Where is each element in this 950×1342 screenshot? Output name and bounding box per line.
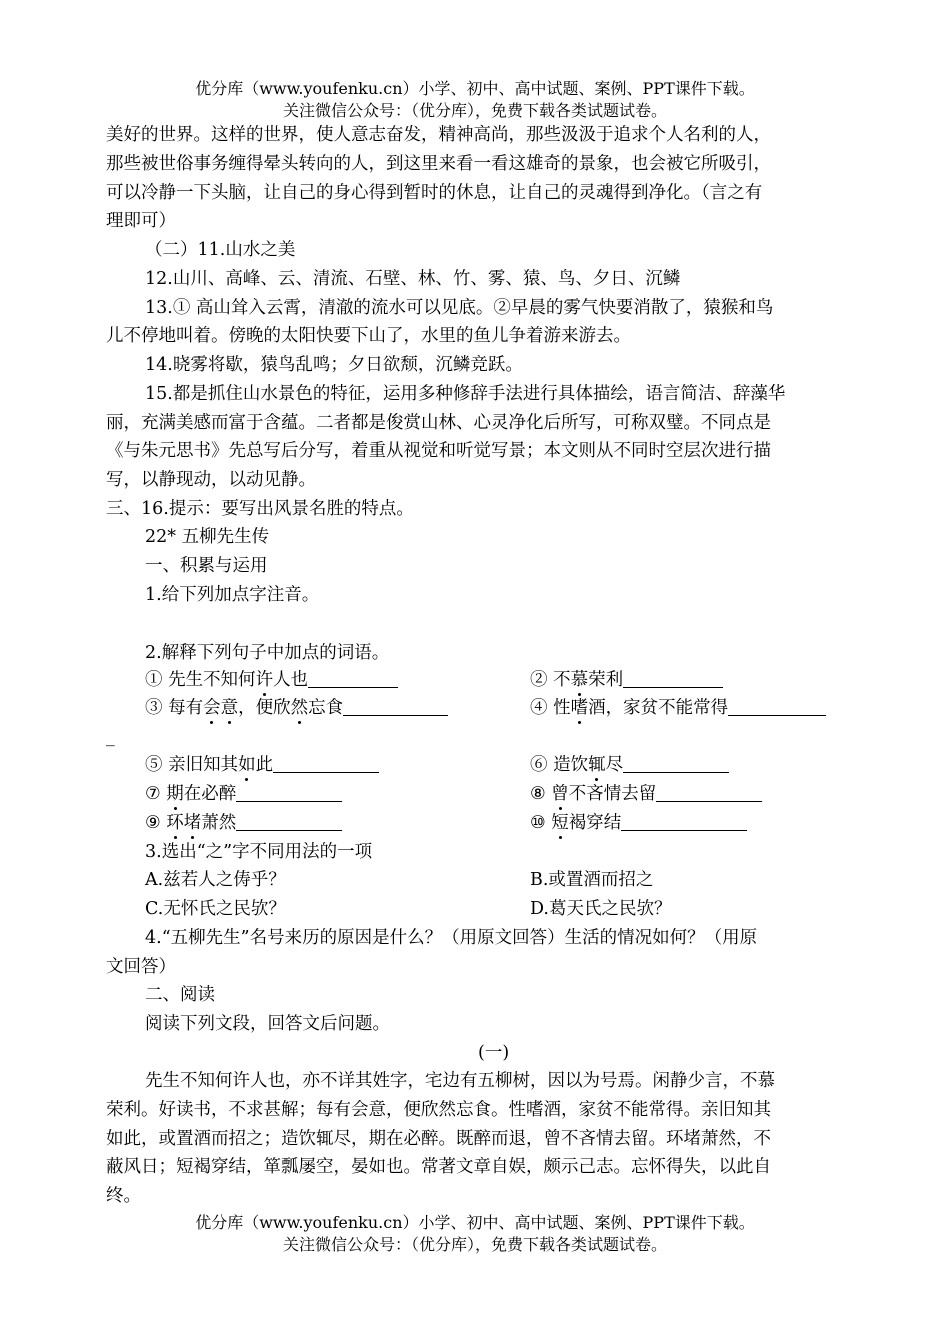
answer-blank[interactable] xyxy=(623,669,723,688)
header-line-2: 关注微信公众号：（优分库），免费下载各类试题试卷。 xyxy=(282,101,667,120)
passage-line-5: 终。 xyxy=(106,1186,141,1206)
dotted-char: 慕 xyxy=(571,667,589,693)
vocab-item-1 xyxy=(145,667,398,693)
intro-line-1: 美好的世界。这样的世界，使人意志奋发，精神高尚，那些汲汲于追求个人名利的人， xyxy=(106,125,771,145)
option-c[interactable]: C.无怀氏之民欤？ xyxy=(145,899,286,919)
item-text: ⑤ 亲旧知其 xyxy=(145,755,239,775)
answer-11: （二）11.山水之美 xyxy=(145,240,296,260)
intro-line-3: 可以冷静一下头脑，让自己的身心得到暂时的休息，让自己的灵魂得到净化。（言之有 xyxy=(106,183,763,203)
item-text: ⑥ 造饮 xyxy=(530,755,589,775)
intro-line-2: 那些被世俗事务缠得晕头转向的人，到这里来看一看这雄奇的景象，也会被它所吸引， xyxy=(106,154,771,174)
option-a[interactable]: A.兹若人之俦乎？ xyxy=(145,870,286,890)
item-text: ④ 性 xyxy=(530,698,571,718)
option-d[interactable]: D.葛天氏之民欤？ xyxy=(530,899,672,919)
answer-blank[interactable] xyxy=(236,812,342,831)
item-text: ⑨ xyxy=(145,813,167,833)
question-3: 3.选出“之”字不同用法的一项 xyxy=(145,842,373,862)
answer-blank[interactable] xyxy=(621,812,747,831)
header-line-1: 优分库（www.youfenku.cn）小学、初中、高中试题、案例、PPT课件下载。 xyxy=(195,79,755,98)
item-text: 人也 xyxy=(273,670,309,690)
lesson-title: 22* 五柳先生传 xyxy=(145,527,270,547)
item-text: ⑩ xyxy=(530,813,552,833)
question-4-line-1: 4.“五柳先生”名号来历的原因是什么？（用原文回答）生活的情况如何？（用原 xyxy=(145,928,758,948)
dotted-char: 意 xyxy=(221,695,239,721)
footer-line-1: 优分库（www.youfenku.cn）小学、初中、高中试题、案例、PPT课件下载。 xyxy=(195,1213,755,1232)
dotted-char: 嗜 xyxy=(571,695,589,721)
item-text: ③ 每有 xyxy=(145,698,204,718)
answer-blank[interactable] xyxy=(656,783,762,802)
footer-line-2: 关注微信公众号：（优分库），免费下载各类试题试卷。 xyxy=(282,1235,667,1254)
vocab-item-6 xyxy=(530,752,729,778)
dotted-char: 曾 xyxy=(551,781,569,807)
intro-line-4: 理即可） xyxy=(106,211,176,231)
answer-blank[interactable] xyxy=(728,697,826,716)
passage-line-4: 蔽风日；短褐穿结，箪瓢屡空，晏如也。常著文章自娱，颇示己志。忘怀得失，以此自 xyxy=(106,1157,771,1177)
answer-blank[interactable] xyxy=(623,754,729,773)
question-4-line-2: 文回答） xyxy=(106,957,176,977)
dotted-char: 短 xyxy=(551,810,569,836)
item-text: 不吝情去留 xyxy=(568,784,657,804)
vocab-item-2 xyxy=(530,667,723,693)
item-text: ⑦ xyxy=(145,784,167,804)
answer-15-line-2: 丽，充满美感而富于含蕴。二者都是俊赏山林、心灵净化后所写，可称双璧。不同点是 xyxy=(106,413,771,433)
item-text: 此 xyxy=(255,755,274,775)
answer-blank[interactable] xyxy=(308,669,398,688)
item-text: ① 先生不知何 xyxy=(145,670,256,690)
answer-blank[interactable] xyxy=(236,783,342,802)
vocab-item-8 xyxy=(530,781,762,807)
answer-blank[interactable] xyxy=(273,754,379,773)
question-1: 1.给下列加点字注音。 xyxy=(145,585,320,605)
vocab-item-7 xyxy=(145,781,342,807)
answer-16: 三、16.提示：要写出风景名胜的特点。 xyxy=(106,499,414,519)
dotted-char: 许 xyxy=(256,667,274,693)
item-text: ，便欣 xyxy=(238,698,291,718)
dotted-char: 会 xyxy=(203,695,221,721)
item-text: 尽 xyxy=(605,755,624,775)
option-b[interactable]: B.或置酒而招之 xyxy=(530,870,654,890)
vocab-item-5 xyxy=(145,752,379,778)
answer-13-line-2: 儿不停地叫着。傍晚的太阳快要下山了，水里的鱼儿争着游来游去。 xyxy=(106,326,631,346)
vocab-item-4 xyxy=(530,695,826,721)
passage-line-3: 如此，或置酒而招之；造饮辄尽，期在必醉。既醉而退，曾不吝情去留。环堵萧然，不 xyxy=(106,1129,771,1149)
stray-underline-mark: _ xyxy=(106,727,115,747)
answer-15-line-1: 15.都是抓住山水景色的特征，运用多种修辞手法进行具体描绘，语言简洁、辞藻华 xyxy=(145,384,786,404)
question-2: 2.解释下列句子中加点的词语。 xyxy=(145,643,390,663)
passage-line-1: 先生不知何许人也，亦不详其姓字，宅边有五柳树，因以为号焉。闲静少言，不慕 xyxy=(145,1071,775,1091)
item-text: ⑧ xyxy=(530,784,552,804)
vocab-item-3 xyxy=(145,695,448,721)
section-accumulation: 一、积累与运用 xyxy=(145,556,268,576)
dotted-char: 堵 xyxy=(184,810,202,836)
item-text: 在必醉 xyxy=(183,784,237,804)
answer-blank[interactable] xyxy=(343,697,448,716)
dotted-char: 环 xyxy=(166,810,184,836)
dotted-char: 如 xyxy=(238,752,256,778)
section-reading: 二、阅读 xyxy=(145,985,215,1005)
answer-15-line-4: 写，以静现动，以动见静。 xyxy=(106,470,316,490)
item-text: 忘食 xyxy=(308,698,344,718)
answer-15-line-3: 《与朱元思书》先总写后分写，着重从视觉和听觉写景；本文则从不同时空层次进行描 xyxy=(106,441,771,461)
dotted-char: 辄 xyxy=(588,752,606,778)
item-text: ② 不 xyxy=(530,670,571,690)
dotted-char: 期 xyxy=(166,781,184,807)
item-text: 萧然 xyxy=(201,813,237,833)
answer-12: 12.山川、高峰、云、清流、石壁、林、竹、雾、猿、鸟、夕日、沉鳞 xyxy=(145,269,681,289)
dotted-char: 然 xyxy=(291,695,309,721)
answer-14: 14.晓雾将歇，猿鸟乱鸣；夕日欲颓，沉鳞竞跃。 xyxy=(145,355,523,375)
passage-part-label: (一) xyxy=(478,1043,510,1063)
passage-line-2: 荣利。好读书，不求甚解；每有会意，便欣然忘食。性嗜酒，家贫不能常得。亲旧知其 xyxy=(106,1100,771,1120)
item-text: 褐穿结 xyxy=(568,813,622,833)
vocab-item-9 xyxy=(145,810,342,836)
item-text: 酒，家贫不能常得 xyxy=(588,698,729,718)
answer-13-line-1: 13.① 高山耸入云霄，清澈的流水可以见底。②早晨的雾气快要消散了，猿猴和鸟 xyxy=(145,298,774,318)
reading-instruction: 阅读下列文段，回答文后问题。 xyxy=(145,1014,390,1034)
item-text: 荣利 xyxy=(588,670,624,690)
vocab-item-10 xyxy=(530,810,747,836)
